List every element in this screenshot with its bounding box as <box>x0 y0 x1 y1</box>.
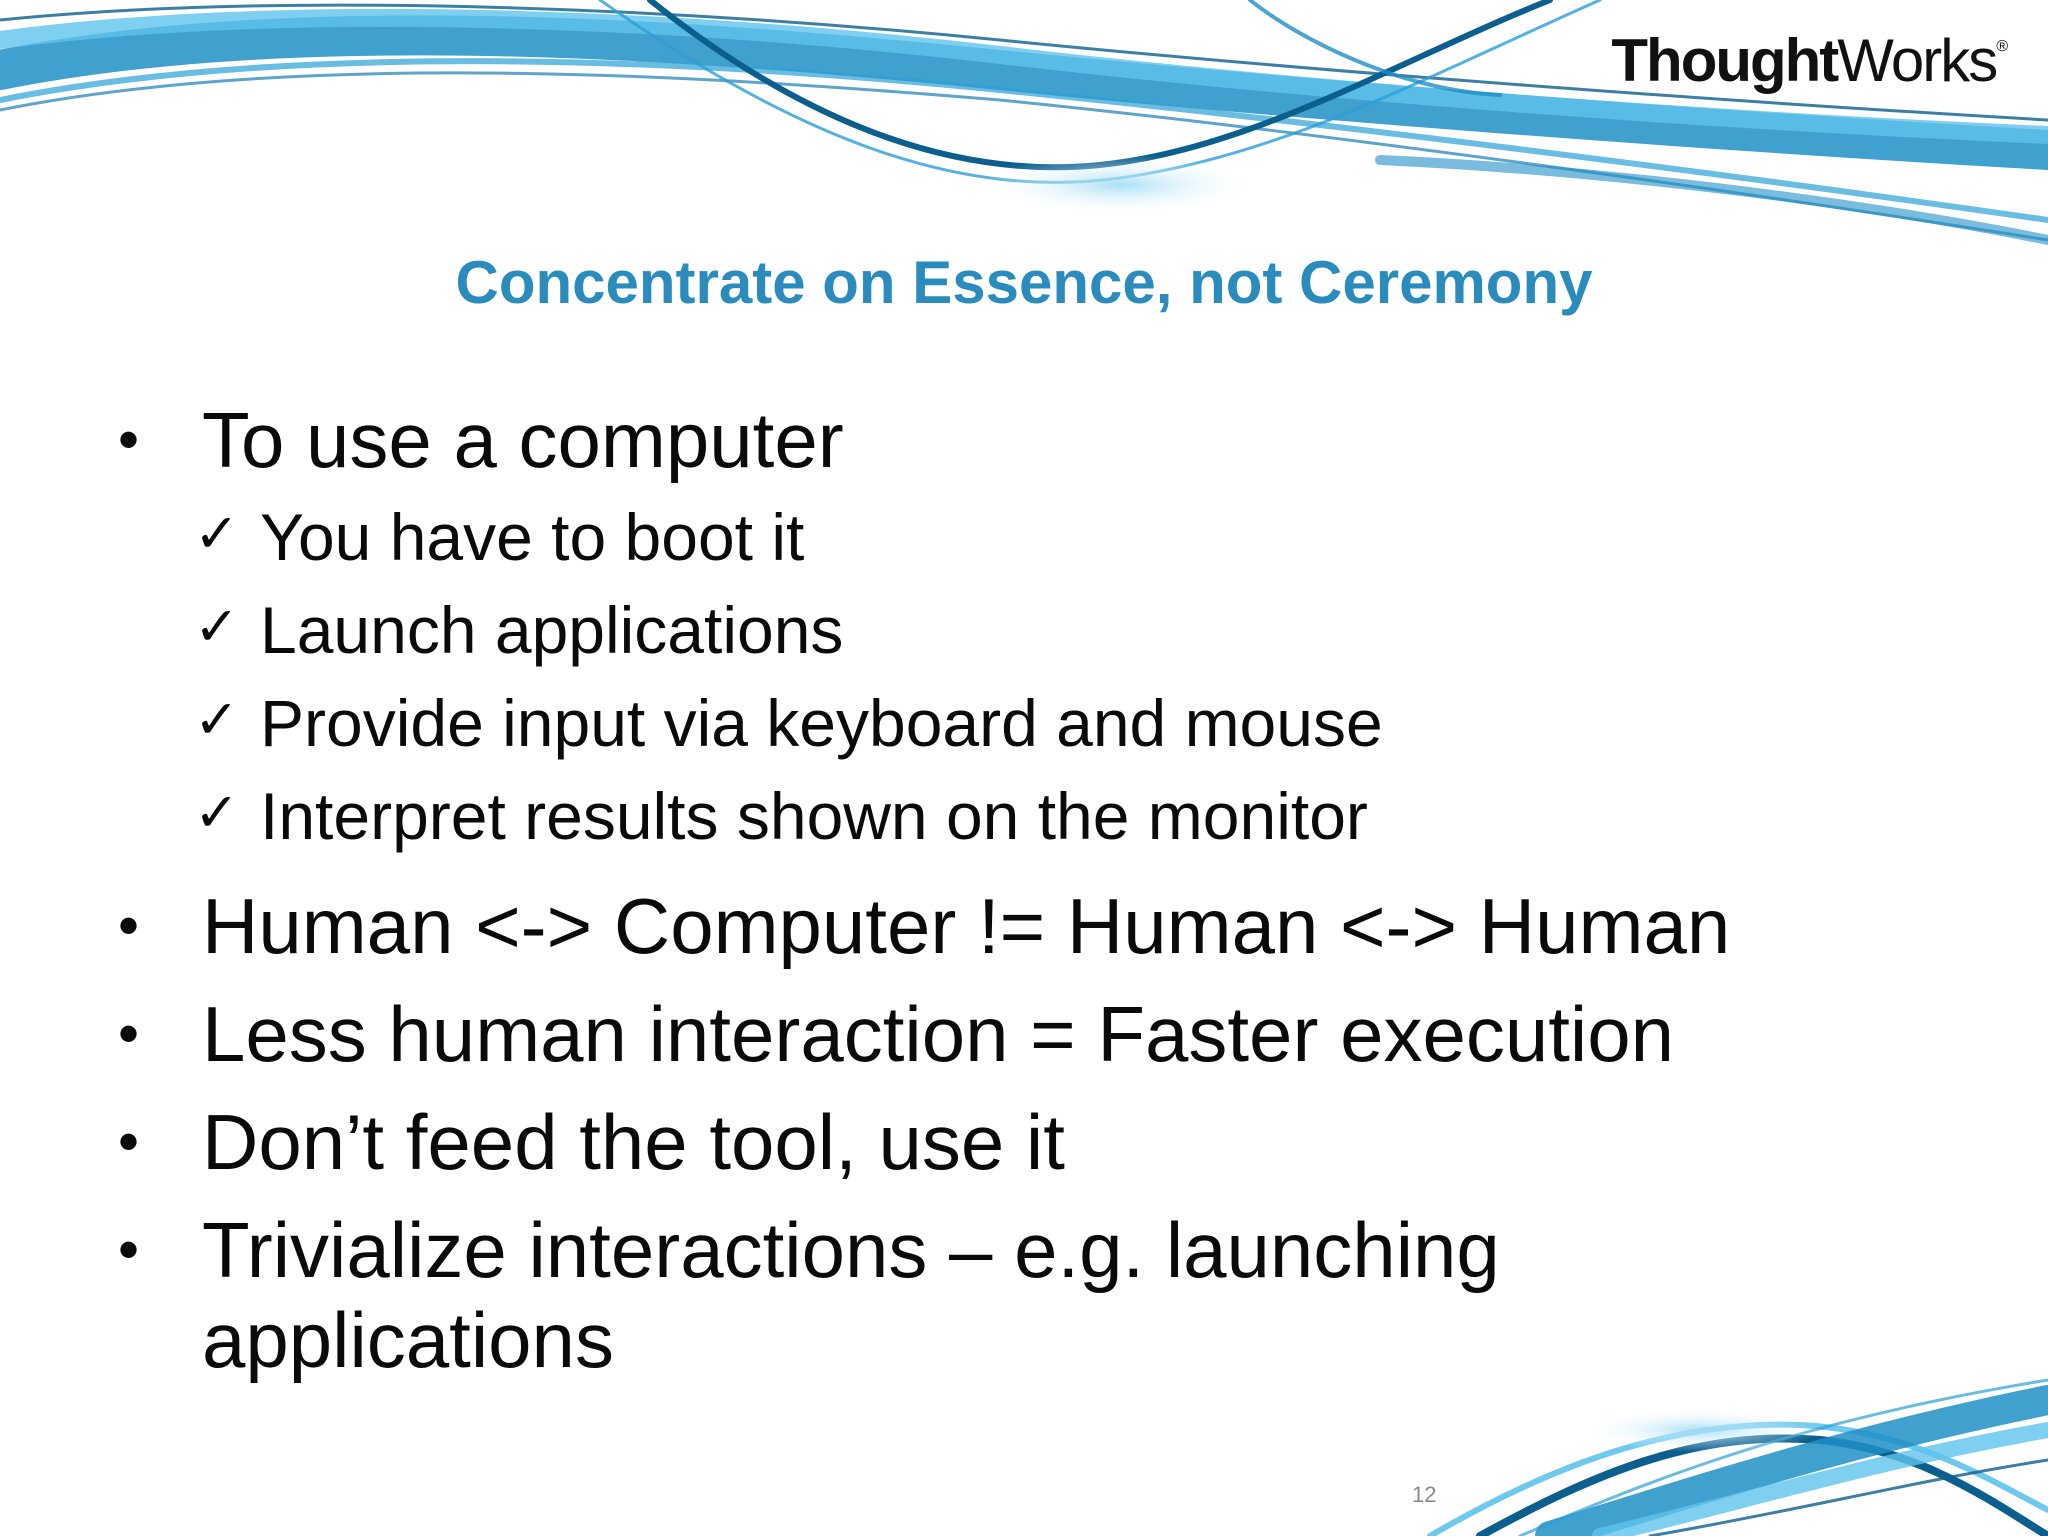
bullet-dot: • <box>118 892 140 959</box>
bullet-item <box>118 881 1968 971</box>
bullet-text: Trivialize interactions – e.g. launching applications <box>202 1206 1500 1384</box>
bottom-ribbon <box>1430 1380 2048 1536</box>
bullet-item <box>118 1205 1652 1385</box>
thoughtworks-logo <box>1611 26 2006 95</box>
bullet-list <box>118 395 1968 1403</box>
check-icon: ✓ <box>194 688 240 751</box>
logo-part-works: Works <box>1837 27 1997 94</box>
bullet-dot: • <box>118 1000 140 1067</box>
bullet-text: Less human interaction = Faster execution <box>202 990 1674 1078</box>
check-icon: ✓ <box>194 781 240 844</box>
sub-list <box>194 491 1968 863</box>
page-number: 12 <box>1412 1482 1437 1507</box>
check-icon: ✓ <box>194 595 240 658</box>
bullet-dot: • <box>118 406 140 473</box>
bullet-dot: • <box>118 1108 140 1175</box>
sub-item-text: Launch applications <box>260 593 844 667</box>
logo-registered-mark: ® <box>1996 38 2006 55</box>
logo-part-thought: Thought <box>1611 27 1838 94</box>
sub-item-text: You have to boot it <box>260 500 805 574</box>
sub-item-text: Interpret results shown on the monitor <box>260 779 1368 853</box>
bullet-text: Don’t feed the tool, use it <box>202 1098 1065 1186</box>
sub-item <box>194 770 1968 863</box>
sub-item-text: Provide input via keyboard and mouse <box>260 686 1383 760</box>
bullet-text: Human <-> Computer != Human <-> Human <box>202 882 1731 970</box>
sub-item <box>194 584 1968 677</box>
top-glow <box>980 155 1260 215</box>
bullet-text: To use a computer <box>202 396 844 484</box>
bullet-item <box>118 1097 1968 1187</box>
sub-item <box>194 677 1968 770</box>
bullet-item <box>118 989 1968 1079</box>
bottom-glow <box>1580 1408 1820 1452</box>
bullet-item <box>118 395 1968 863</box>
sub-item <box>194 491 1968 584</box>
bullet-dot: • <box>118 1216 140 1283</box>
check-icon: ✓ <box>194 502 240 565</box>
slide-title: Concentrate on Essence, not Ceremony <box>455 249 1593 316</box>
